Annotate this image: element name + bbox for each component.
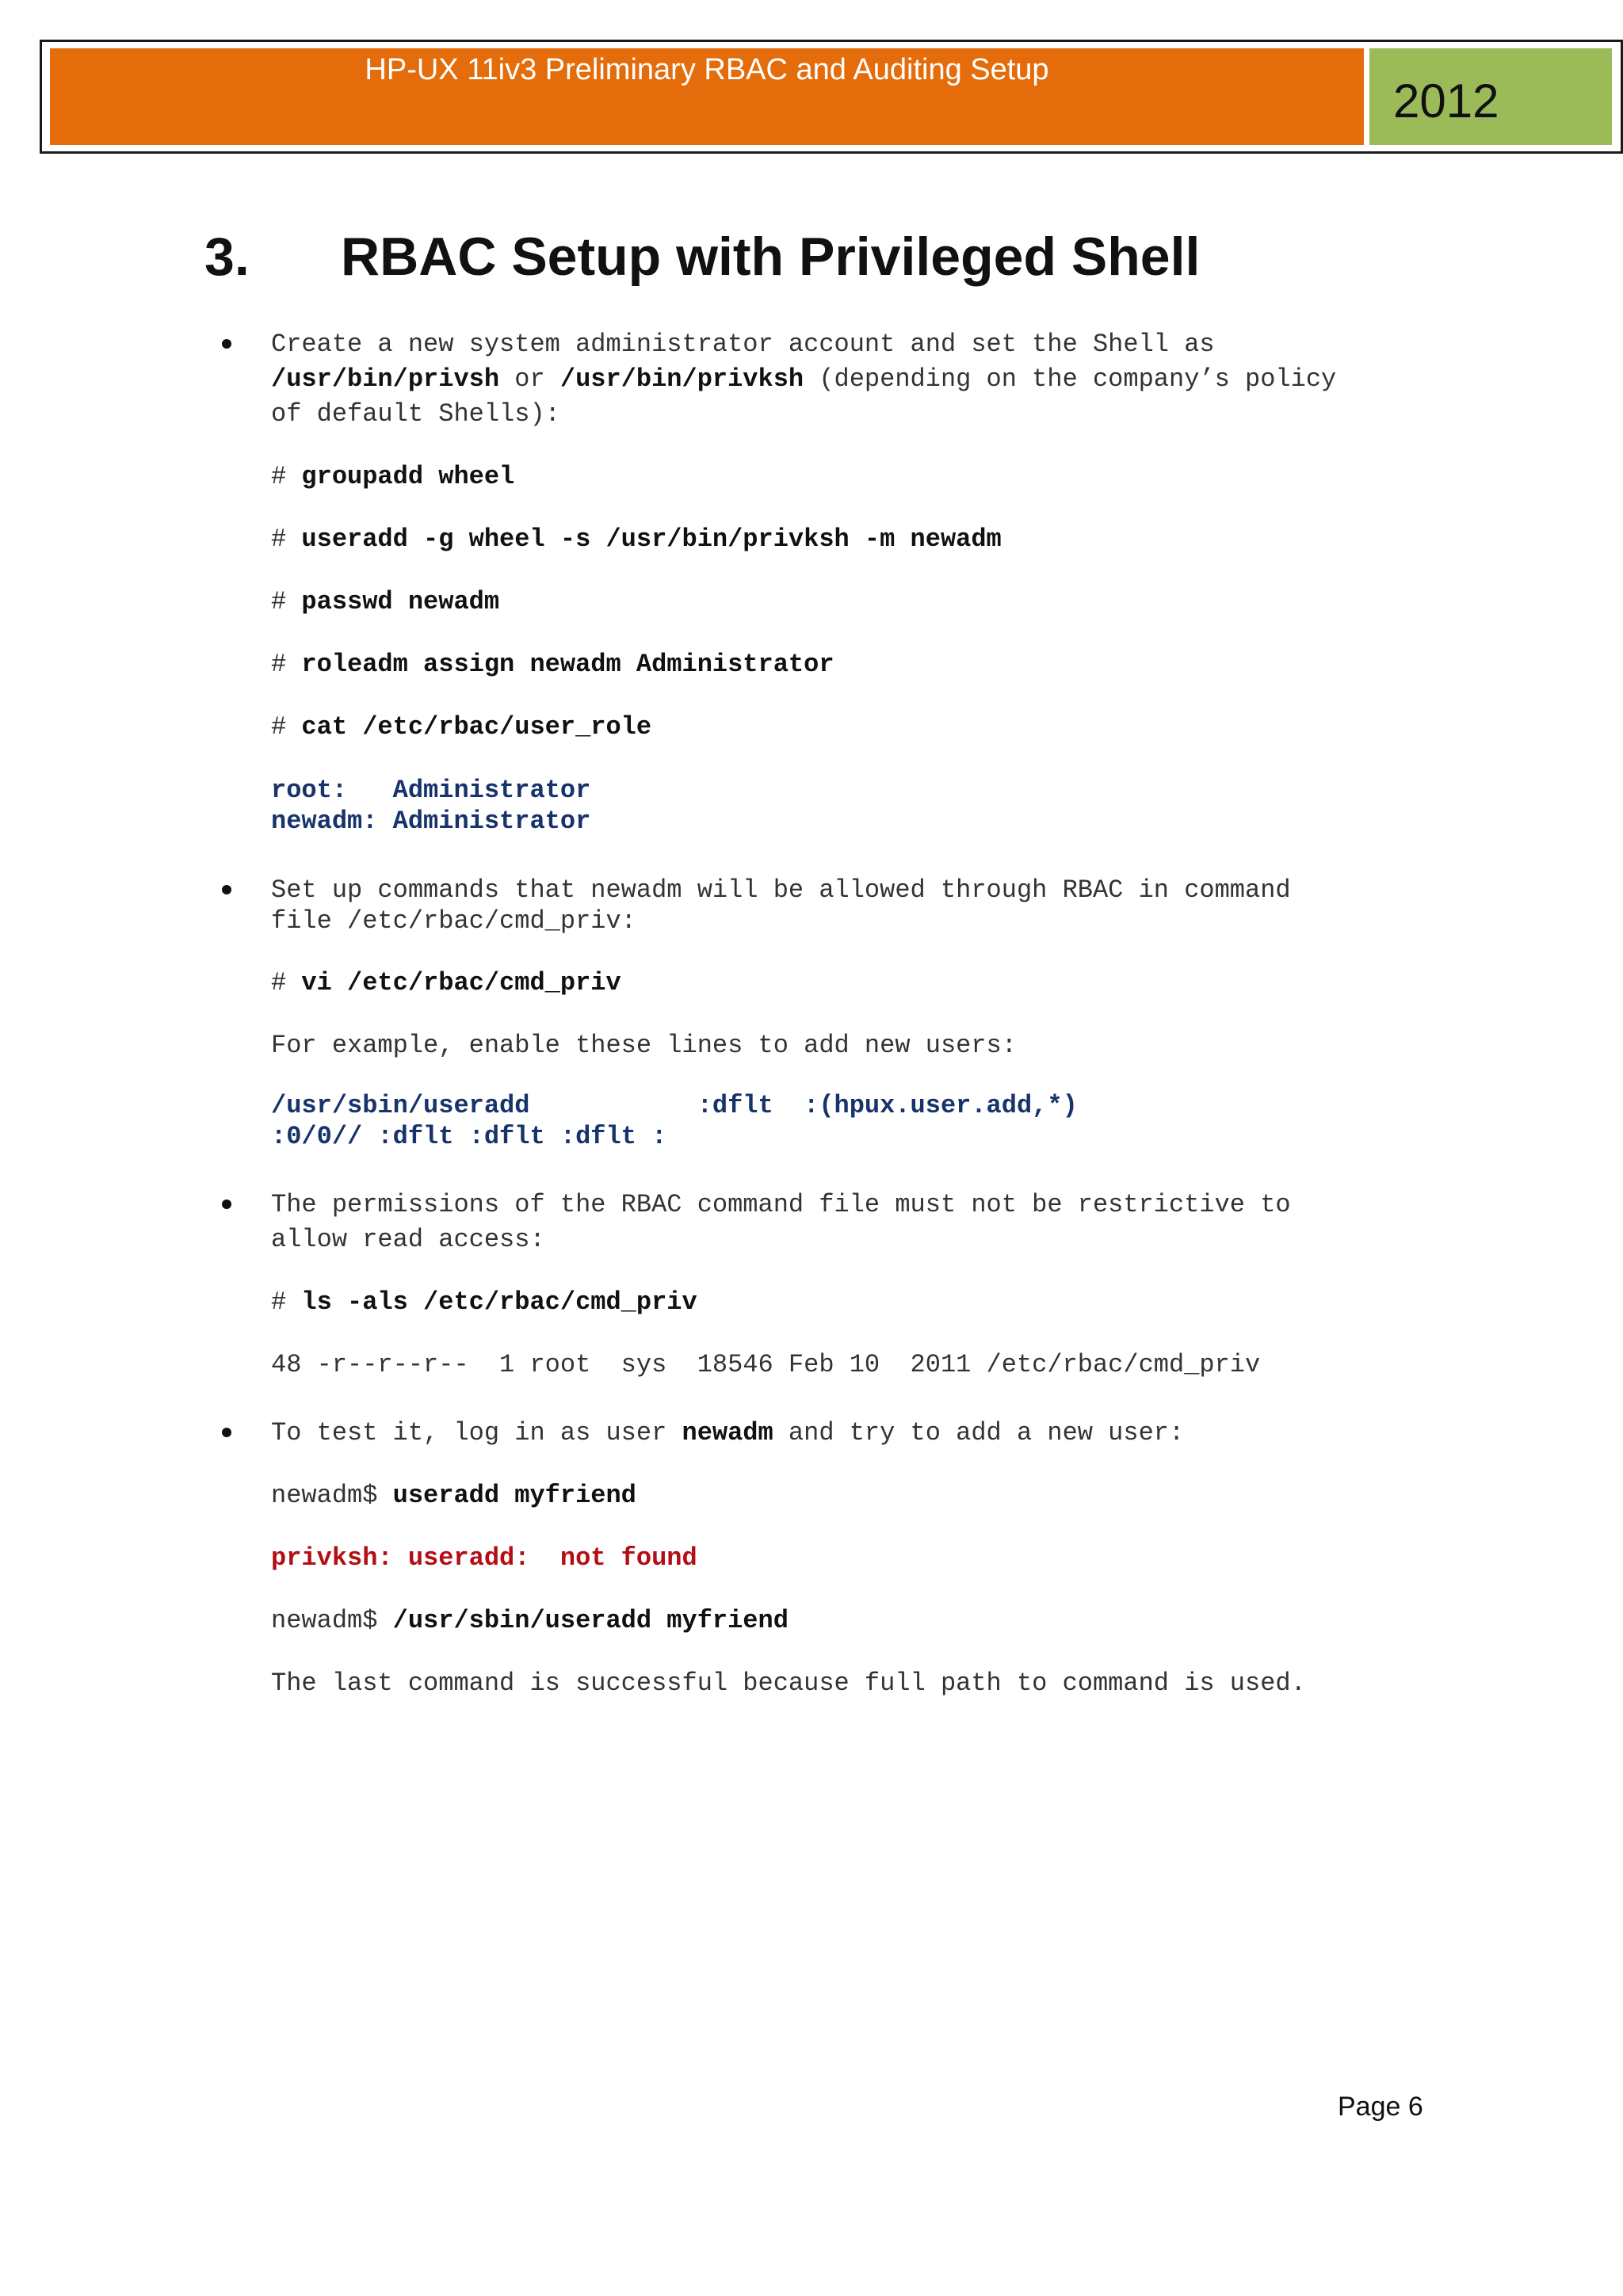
command: ls -als /etc/rbac/cmd_priv bbox=[301, 1287, 697, 1317]
prompt: # bbox=[271, 650, 302, 679]
paragraph-line: Set up commands that newadm will be allowed through RBAC in command bbox=[271, 875, 1291, 905]
prompt: newadm$ bbox=[271, 1606, 393, 1635]
error-line: privksh: useradd: not found bbox=[271, 1543, 697, 1573]
text: To test it, log in as user bbox=[271, 1418, 682, 1447]
command-line bbox=[271, 1604, 789, 1638]
output-line: root: Administrator bbox=[271, 776, 591, 805]
document-year: 2012 bbox=[1393, 74, 1499, 128]
command-line bbox=[271, 522, 1002, 557]
section-heading bbox=[204, 226, 1200, 288]
command-line bbox=[271, 966, 621, 1001]
page-number: Page 6 bbox=[1338, 2092, 1423, 2122]
command: /usr/sbin/useradd myfriend bbox=[392, 1606, 789, 1635]
header-year-box bbox=[1369, 48, 1612, 145]
command-line bbox=[271, 460, 514, 494]
command: cat /etc/rbac/user_role bbox=[301, 712, 652, 742]
paragraph-line: of default Shells): bbox=[271, 399, 560, 429]
paragraph-line: The permissions of the RBAC command file must not be restrictive to bbox=[271, 1190, 1291, 1219]
text-or: or bbox=[499, 364, 560, 394]
paragraph-line: allow read access: bbox=[271, 1225, 545, 1254]
privksh-path: /usr/bin/privksh bbox=[559, 364, 804, 394]
command: useradd myfriend bbox=[392, 1481, 636, 1510]
prompt: # bbox=[271, 968, 302, 997]
paragraph-line: The last command is successful because full path to command is used. bbox=[271, 1669, 1306, 1698]
command: useradd -g wheel -s /usr/bin/privksh -m newadm bbox=[301, 524, 1002, 554]
header-banner bbox=[40, 40, 1623, 154]
section-number: 3. bbox=[204, 227, 250, 287]
prompt: # bbox=[271, 1287, 302, 1317]
command: roleadm assign newadm Administrator bbox=[301, 650, 834, 679]
config-line: /usr/sbin/useradd :dflt :(hpux.user.add,*) bbox=[271, 1091, 1078, 1120]
prompt: # bbox=[271, 524, 302, 554]
output-line: 48 -r--r--r-- 1 root sys 18546 Feb 10 2011 /etc/rbac/cmd_priv bbox=[271, 1350, 1261, 1379]
bullet-point bbox=[222, 1428, 231, 1437]
command-line bbox=[271, 647, 834, 682]
paragraph-line bbox=[271, 1416, 1184, 1451]
bullet-point bbox=[222, 339, 231, 349]
paragraph-line: Create a new system administrator account and set the Shell as bbox=[271, 330, 1215, 359]
text-policy: (depending on the company’s policy bbox=[804, 364, 1337, 394]
command-line bbox=[271, 1285, 697, 1320]
section-title: RBAC Setup with Privileged Shell bbox=[341, 227, 1201, 287]
prompt: # bbox=[271, 587, 302, 616]
paragraph-line: For example, enable these lines to add new users: bbox=[271, 1031, 1017, 1060]
privsh-path: /usr/bin/privsh bbox=[271, 364, 500, 394]
command: groupadd wheel bbox=[301, 462, 515, 491]
prompt: newadm$ bbox=[271, 1481, 393, 1510]
output-line: newadm: Administrator bbox=[271, 807, 591, 836]
text: and try to add a new user: bbox=[773, 1418, 1185, 1447]
command: vi /etc/rbac/cmd_priv bbox=[301, 968, 621, 997]
prompt: # bbox=[271, 462, 302, 491]
command-line bbox=[271, 1478, 636, 1513]
paragraph-line bbox=[271, 362, 1336, 397]
command-line bbox=[271, 710, 651, 745]
command-line bbox=[271, 585, 499, 620]
username: newadm bbox=[682, 1418, 773, 1447]
bullet-point bbox=[222, 1199, 231, 1209]
paragraph-line: file /etc/rbac/cmd_priv: bbox=[271, 906, 636, 936]
bullet-point bbox=[222, 885, 231, 894]
command: passwd newadm bbox=[301, 587, 500, 616]
document-title: HP-UX 11iv3 Preliminary RBAC and Auditing Setup bbox=[365, 53, 1049, 86]
prompt: # bbox=[271, 712, 302, 742]
config-line: :0/0// :dflt :dflt :dflt : bbox=[271, 1122, 667, 1151]
header-title-bar bbox=[50, 48, 1364, 145]
